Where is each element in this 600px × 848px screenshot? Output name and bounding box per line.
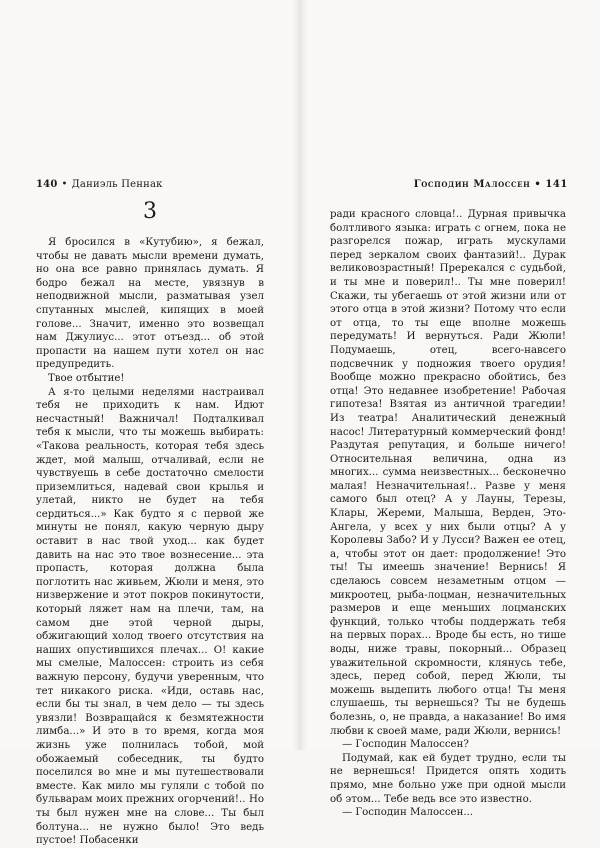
left-running-head (36, 179, 163, 190)
paragraph: — Господин Малоссен? (342, 739, 469, 751)
author-name: Даниэль Пеннак (71, 179, 163, 190)
book-title: Господин Малоссен (413, 179, 531, 190)
left-page-number: 140 (36, 179, 58, 190)
right-body-text (330, 208, 566, 820)
right-page (300, 0, 600, 819)
chapter-number: 3 (143, 199, 157, 224)
paragraph: ради красного словца!.. Дурная привычка болтливого языка: играть с огнем, пока не разгорелся пожар, играть мускулами перед зеркалом своих фантазий!.. Дурак великовозрастный! Пререкался с судьбой, и ты мне и поверил!.. Ты мне поверил! Скажи, ты убегаешь от этой жизни или от этого отца в этой жизни? Потому что если от отца, то ты еще вполне можешь передумать! И вернуться. Ради Жюли! Подумаешь, отец, всего-навсего подсвечник у подножия твоего орудия! Вообще можно прекрасно обойтись, без отца! Это недавнее изобретение! Рабочая гипотеза! Взятая из античной трагедии! Из театра! Аналитический денежный насос! Литературный коммерческий фонд! Раздутая репутация, и больше ничего! Относительная величина, одна из многих... сумма неизвестных... бесконечно малая! Незначительная!.. Разве у меня самого был отец? А у Лауны, Терезы, Клары, Жереми, Малыша, Верден, Это-Ангела, у всех у них были отцы? А у Королевы Забо? И у Лусси? Важен ее отец, а, чтобы этот он дает: продолжение! Это ты! Ты имеешь значение! Вернись! Я сделаюсь совсем незаметным отцом — микроотец, рыба-лоцман, незначительных размеров и еще меньших лоцманских функций, только чтобы поддержать тебя на первых порах... Вроде бы есть, но тише воды, ниже травы, покорный... Образец уважительной скромности, клянусь тебе, здесь, перед собой, перед Жюли, ты можешь выдепить любого отца! Ты меня слушаешь, ты вернешься? Ты не будешь болезнь, о, не правда, а наказание! Во имя любви к своей маме, ради Жюли, вернись! (330, 209, 566, 737)
paragraph: Я бросился в «Кутубию», я бежал, чтобы не давать мысли времени думать, но она все равно принялась думать. Я бодро бежал на месте, увязнув в неподвижной мысли, разматывая узел спутанных мыслей, кипящих в моей голове... Значит, именно это возвещал нам Джулиус... этот отъезд... об этой пропасти на нашем пути хотел он нас предупредить. (36, 237, 264, 371)
book-gutter (292, 0, 308, 750)
left-page (0, 0, 300, 847)
paragraph: А я-то целыми неделями настраивал тебя не приходить к нам. Идют несчастный! Важничал! Подталкивал тебя к мысли, что ты можешь выбирать: «Такова реальность, которая тебя здесь ждет, мой малыш, отчаливай, если не чувствуешь в себе достаточно смелости приземлиться, надевай свои крылья и улетай, никто не будет на тебя сердиться...» Как будто я с первой же минуты не понял, какую черную дыру оставит в нас твой уход... как будет давить на нас это твое вознесение... эта пропасть, которая должна была поглотить нас живьем, Жюли и меня, это низвержение и этот покров покинутости, который ляжет нам на плечи, там, на самом дне этой черной дыры, обжигающий холод твоего отсутствия на наших опустившихся плечах... О! какие мы смелые, Малоссен: строить из себя важную персону, будучи уверенным, что тет никакого риска. «Иди, оставь нас, если бы ты знал, в чем дело — ты здесь увязли! Возвращайся к безмятежности лимба...» И это в то время, когда моя жизнь уже полнилась тобой, мой обожаемый собеседник, ты будто поселился во мне и мы путешествовали вместе. Как мило мы гуляли с тобой по бульварам моих прежних огорчений!.. Но ты был нужен мне на слове... Ты был болтуна... не нужно было! Это ведь пустое! Побасенки (36, 386, 264, 847)
paragraph: Подумай, как ей будет трудно, если ты не вернешься! Придется опять ходить прямо, мне больно уже при одной мысли об этом... Тебе ведь все это известно. (330, 752, 566, 805)
left-body-text (36, 236, 264, 848)
right-page-number: 141 (545, 179, 568, 190)
right-separator: • (534, 179, 542, 190)
left-separator: • (61, 179, 68, 190)
paragraph: — Господин Малоссен... (342, 807, 474, 819)
right-running-head (414, 179, 568, 190)
paragraph: Твое отбытие! (48, 372, 125, 384)
